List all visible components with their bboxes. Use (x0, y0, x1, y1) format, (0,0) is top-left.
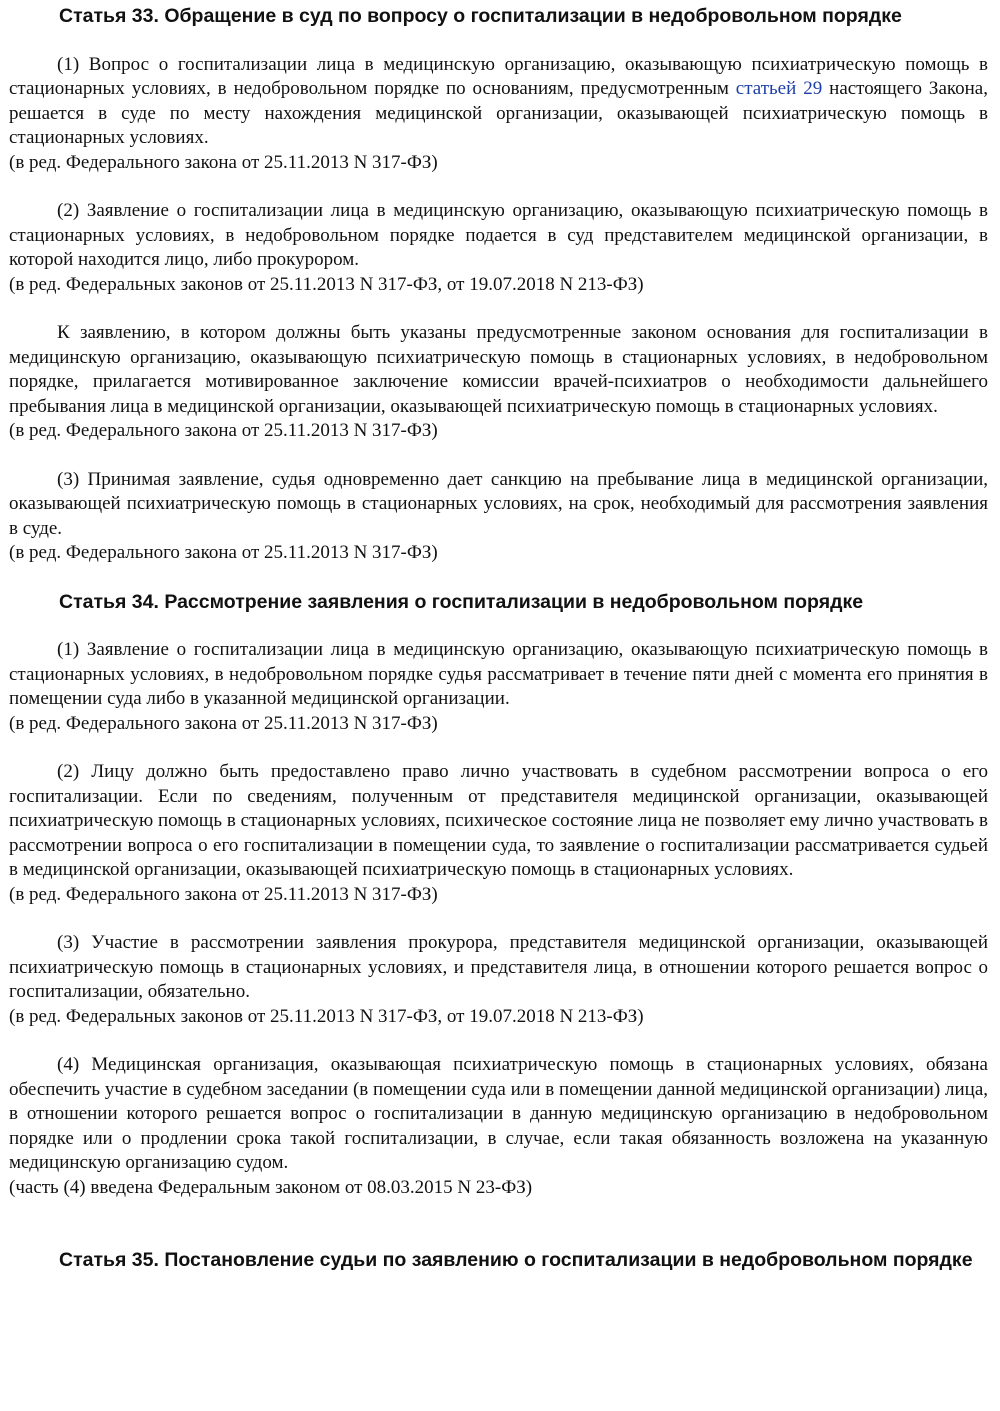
article-29-link[interactable]: статьей 29 (735, 78, 823, 99)
article-34-part-1-note: (в ред. Федерального закона от 25.11.2013 N 317-ФЗ) (9, 712, 438, 734)
article-34-part-1: (1) Заявление о госпитализации лица в медицинскую организацию, оказывающую психиатрическую помощь в стационарных условиях, в недобровольном порядке судья рассматривает в течение пяти дней с момента его принятия в помещении суда либо в указанной медицинской организации. (9, 639, 988, 709)
article-34-part-4: (4) Медицинская организация, оказывающая психиатрическую помощь в стационарных условиях, обязана обеспечить участие в судебном заседании (в помещении суда или в помещении данной медицинской организации) лица, в отношении которого решается вопрос о госпитализации в данную медицинскую организацию в недобровольном порядке или о продлении срока такой госпитализации, в случае, если такая обязанность возложена на указанную медицинскую организацию судом. (9, 1054, 988, 1173)
article-33-title: Статья 33. Обращение в суд по вопросу о госпитализации в недобровольном порядке (59, 5, 902, 27)
article-34-part-3: (3) Участие в рассмотрении заявления прокурора, представителя медицинской организации, оказывающей психиатрическую помощь в стационарных условиях, и представителя лица, в отношении которого решается вопрос о госпитализации, обязательно. (9, 932, 988, 1002)
article-33-part-1: (1) Вопрос о госпитализации лица в медицинскую организацию, оказывающую психиатрическую помощь в стационарных условиях, в недобровольном порядке по основаниям, предусмотренным статьей 29 настоящего Закона, решается в суде по месту нахождения медицинской организации, оказывающей психиатрическую помощь в стационарных условиях. (9, 53, 988, 148)
article-33-part-2-note: (в ред. Федеральных законов от 25.11.2013 N 317-ФЗ, от 19.07.2018 N 213-ФЗ) (9, 273, 644, 295)
article-34-part-3-note: (в ред. Федеральных законов от 25.11.2013 N 317-ФЗ, от 19.07.2018 N 213-ФЗ) (9, 1005, 644, 1027)
article-33-part-2-addendum: К заявлению, в котором должны быть указаны предусмотренные законом основания для госпитализации в медицинскую организацию, оказывающую психиатрическую помощь в стационарных условиях, в недобровольном порядке, прилагается мотивированное заключение комиссии врачей-психиатров о необходимости дальнейшего пребывания лица в медицинской организации, оказывающей психиатрическую помощь в стационарных условиях. (9, 322, 988, 417)
article-33-part-2-addendum-note: (в ред. Федерального закона от 25.11.2013 N 317-ФЗ) (9, 420, 438, 441)
article-33-part-2: (2) Заявление о госпитализации лица в медицинскую организацию, оказывающую психиатрическую помощь в стационарных условиях, в недобровольном порядке подается в суд представителем медицинской организации, в которой находится лицо, либо прокурором. (9, 200, 988, 270)
article-34-part-2-note: (в ред. Федерального закона от 25.11.2013 N 317-ФЗ) (9, 883, 438, 905)
article-34-part-4-note: (часть (4) введена Федеральным законом от 08.03.2015 N 23-ФЗ) (9, 1176, 533, 1198)
article-34-title: Статья 34. Рассмотрение заявления о госпитализации в недобровольном порядке (59, 590, 864, 613)
document-page (9, 4, 988, 1273)
article-33-part-3-note: (в ред. Федерального закона от 25.11.2013 N 317-ФЗ) (9, 542, 438, 563)
article-35-title: Статья 35. Постановление судьи по заявлению о госпитализации в недобровольном порядке (59, 1249, 973, 1271)
article-34-part-2: (2) Лицу должно быть предоставлено право лично участвовать в судебном рассмотрении вопроса о его госпитализации. Если по сведениям, полученным от представителя медицинской организации, оказывающей психиатрическую помощь в стационарных условиях, психическое состояние лица не позволяет ему лично участвовать в рассмотрении вопроса о его госпитализации в помещении суда, то заявление о госпитализации рассматривается судьей в медицинской организации, оказывающей психиатрическую помощь в стационарных условиях. (9, 761, 988, 880)
article-33-part-3: (3) Принимая заявление, судья одновременно дает санкцию на пребывание лица в медицинской организации, оказывающей психиатрическую помощь в стационарных условиях, на срок, необходимый для рассмотрения заявления в суде. (9, 468, 988, 539)
article-33-part-1-note: (в ред. Федерального закона от 25.11.2013 N 317-ФЗ) (9, 151, 438, 173)
